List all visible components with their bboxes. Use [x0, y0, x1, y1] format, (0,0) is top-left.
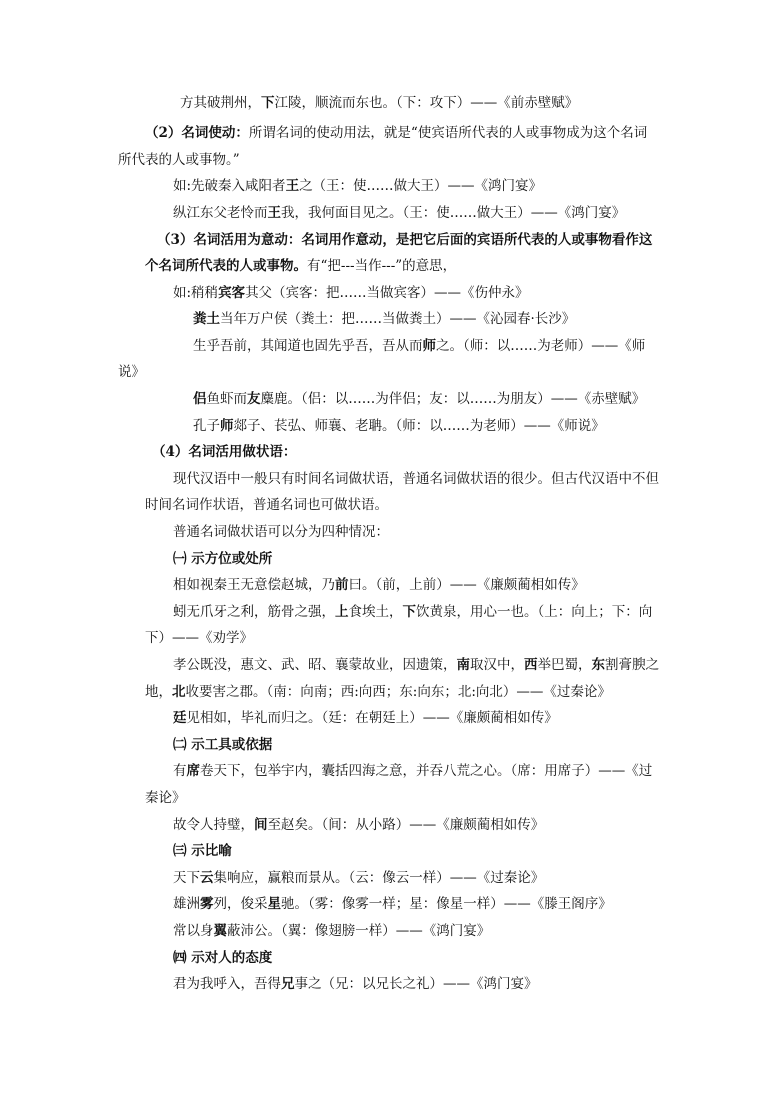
text-span: 孝公既没，惠文、武、昭、襄蒙故业，因遗策， — [173, 657, 457, 673]
example-line — [173, 177, 542, 195]
text-span: 之。（师：以……为老师）——《师 — [436, 338, 646, 354]
text-line — [145, 257, 456, 275]
text-span: 之（王：使……做大王）——《鸿门宴》 — [299, 178, 543, 194]
bold-word: 席 — [186, 763, 200, 779]
bold-word: 下 — [402, 604, 416, 620]
text-span: 方其破荆州， — [180, 95, 261, 111]
text-span: 其父（宾客：把……当做宾客）——《伤仲永》 — [245, 285, 529, 301]
text-span: 普通名词做状语可以分为四种情况： — [173, 524, 389, 540]
text-span: 孔子 — [193, 418, 220, 434]
text-span: 曰。（前，上前）——《廉颇蔺相如传》 — [348, 577, 585, 593]
example-line — [173, 656, 659, 674]
bold-word: 间 — [254, 817, 268, 833]
text-line — [145, 496, 388, 514]
heading-label: ㈠ 示方位或处所 — [173, 551, 273, 567]
subsection-heading — [173, 949, 272, 967]
text-span: 收要害之郡。（南：向南；西:向西；东:向东；北:向北）——《过秦论》 — [185, 684, 611, 700]
text-span: 鱼虾而 — [206, 391, 247, 407]
heading-label: ㈡ 示工具或依据 — [173, 737, 273, 753]
text-span: 所谓名词的使动用法，就是“使宾语所代表的人或事物成为这个名词 — [248, 125, 648, 141]
text-span: 饮黄泉，用心一也。（上：向上；下：向 — [416, 604, 653, 620]
example-line — [173, 869, 544, 887]
bold-word: 翼 — [213, 923, 227, 939]
example-line — [145, 683, 611, 701]
section-heading — [157, 231, 652, 249]
text-span: 时间名词作状语，普通名词也可做状语。 — [145, 497, 388, 513]
bold-word: 南 — [456, 657, 470, 673]
example-line — [173, 709, 558, 727]
text-span: 蔽沛公。（翼：像翅膀一样）——《鸿门宴》 — [227, 923, 491, 939]
text-span: 食埃土， — [348, 604, 403, 620]
bold-word: 东 — [591, 657, 605, 673]
text-span: 郯子、苌弘、师襄、老聃。（师：以……为老师）——《师说》 — [233, 418, 605, 434]
text-span: 下）——《劝学》 — [145, 630, 253, 646]
text-span: 割膏腴之 — [605, 657, 659, 673]
example-line — [193, 310, 575, 328]
text-span: 至赵矣。（间：从小路）——《廉颇蔺相如传》 — [267, 817, 545, 833]
bold-word: 上 — [335, 604, 349, 620]
text-span: 江陵，顺流而东也。（下：攻下）——《前赤壁赋》 — [274, 95, 579, 111]
example-line — [193, 390, 645, 408]
example-line — [173, 762, 652, 780]
example-line — [193, 417, 605, 435]
bold-word: 廷 — [173, 710, 187, 726]
bold-word: 友 — [247, 391, 261, 407]
bold-word: 北 — [172, 684, 186, 700]
text-span: 有“把---当作---”的意思， — [307, 258, 457, 274]
text-span: 当年万户侯（粪土：把……当做粪土）——《沁园春·长沙》 — [220, 311, 576, 327]
text-span: 事之（兄：以兄长之礼）——《鸿门宴》 — [294, 976, 538, 992]
text-span: 君为我呼入，吾得 — [173, 976, 281, 992]
text-span: 相如视秦王无意偿赵城，乃 — [173, 577, 335, 593]
bold-word: 侣 — [193, 391, 207, 407]
text-span: 我，我何面目见之。（王：使……做大王）——《鸿门宴》 — [281, 205, 626, 221]
example-line — [193, 337, 645, 355]
bold-word: 兄 — [281, 976, 295, 992]
text-line — [118, 151, 240, 169]
text-span: 卷天下，包举宇内，囊括四海之意，并吞八荒之心。（席：用席子）——《过 — [200, 763, 653, 779]
section-heading — [152, 443, 296, 461]
text-line — [173, 470, 659, 488]
text-span: 如:稍稍 — [173, 285, 219, 301]
text-span: 有 — [173, 763, 187, 779]
bold-word: 云 — [200, 870, 214, 886]
bold-word: 粪土 — [193, 311, 220, 327]
subsection-heading — [173, 842, 232, 860]
text-span: 麋鹿。（侣：以……为伴侣；友：以……为朋友）——《赤壁赋》 — [260, 391, 646, 407]
subsection-heading — [173, 550, 272, 568]
text-span: 纵江东父老怜而 — [173, 205, 268, 221]
example-line — [173, 284, 529, 302]
text-span: 所代表的人或事物。” — [118, 152, 240, 168]
section-heading — [145, 124, 647, 142]
text-span: 雄洲 — [173, 896, 200, 912]
heading-label: ㈢ 示比喻 — [173, 843, 232, 859]
text-span: 常以身 — [173, 923, 214, 939]
bold-word: 星 — [267, 896, 281, 912]
bold-word: 师 — [422, 338, 436, 354]
text-line — [180, 94, 578, 112]
text-line — [145, 789, 186, 807]
text-span: 集响应，赢粮而景从。（云：像云一样）——《过秦论》 — [213, 870, 545, 886]
text-span: 天下 — [173, 870, 200, 886]
heading-label: （3）名词活用为意动：名词用作意动，是把它后面的宾语所代表的人或事物看作这 — [157, 232, 653, 248]
example-line — [173, 204, 625, 222]
heading-label: （4）名词活用做状语： — [152, 444, 297, 460]
text-span: 取汉中， — [470, 657, 524, 673]
bold-word: 雾 — [200, 896, 214, 912]
text-span: 地， — [145, 684, 172, 700]
text-span: 列，俊采 — [213, 896, 268, 912]
text-line — [118, 363, 145, 381]
example-line — [173, 576, 585, 594]
bold-word: 下 — [261, 95, 275, 111]
text-span: 说》 — [118, 364, 145, 380]
text-span: 驰。（雾：像雾一样；星：像星一样）——《滕王阁序》 — [281, 896, 612, 912]
heading-label: （2）名词使动： — [145, 125, 249, 141]
bold-word: 西 — [524, 657, 538, 673]
text-span: 生乎吾前，其闻道也固先乎吾，吾从而 — [193, 338, 423, 354]
bold-word: 宾客 — [218, 285, 246, 301]
text-span: 见相如，毕礼而归之。（廷：在朝廷上）——《廉颇蔺相如传》 — [186, 710, 558, 726]
text-line — [173, 523, 389, 541]
example-line — [173, 816, 544, 834]
text-span: 如:先破秦入咸阳者 — [173, 178, 286, 194]
heading-label: 个名词所代表的人或事物。 — [145, 258, 307, 274]
bold-word: 师 — [220, 418, 234, 434]
text-span: 举巴蜀， — [537, 657, 592, 673]
bold-word: 王 — [267, 205, 281, 221]
text-span: 蚓无爪牙之利，筋骨之强， — [173, 604, 335, 620]
example-line — [173, 603, 652, 621]
text-span: 故令人持璧， — [173, 817, 254, 833]
subsection-heading — [173, 736, 272, 754]
heading-label: ㈣ 示对人的态度 — [173, 950, 273, 966]
example-line — [173, 922, 490, 940]
text-span: 现代汉语中一般只有时间名词做状语，普通名词做状语的很少。但古代汉语中不但 — [173, 471, 659, 487]
text-span: 秦论》 — [145, 790, 186, 806]
bold-word: 王 — [285, 178, 300, 194]
example-line — [173, 895, 612, 913]
bold-word: 前 — [335, 577, 349, 593]
example-line — [173, 975, 538, 993]
text-line — [145, 629, 253, 647]
